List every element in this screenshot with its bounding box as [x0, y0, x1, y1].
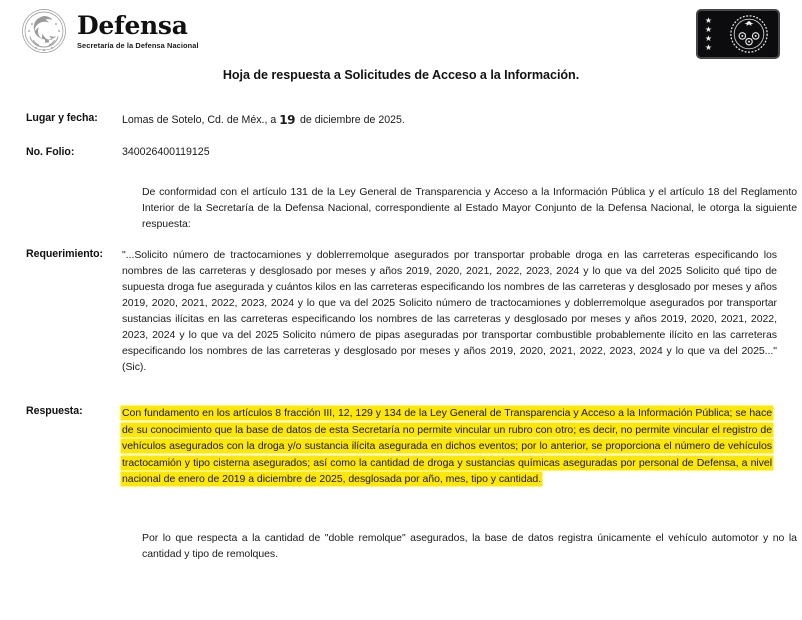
closing-paragraph: Por lo que respecta a la cantidad de "doble remolque" asegurados, la base de datos registra únicamente el vehículo automotor y no la cantidad y tipo de remolques.	[142, 532, 797, 560]
label-lugar-y-fecha: Lugar y fecha:	[26, 112, 98, 124]
field-row-lugar-y-fecha	[0, 112, 780, 128]
intro-paragraph: De conformidad con el artículo 131 de la Ley General de Transparencia y Acceso a la Información Pública y el artículo 18 del Reglamento Interior de la Secretaría de la Defensa Nacional, correspondiente al Estado Mayor Conjunto de la Defensa Nacional, le otorga la siguiente respuesta:	[142, 186, 797, 230]
lugar-text-before: Lomas de Sotelo, Cd. de Méx., a	[122, 114, 277, 126]
badge-star-column	[697, 10, 718, 58]
requerimiento-text: "...Solicito número de tractocamiones y doblerremolque asegurados por transportar probable droga en las carreteras especificando los nombres de las carreteras y desglosado por meses y años 2019, 2020, 2021, 2022, 2023, 2024 y lo que va del 2025 Solicito qué tipo de supuesta droga fue asegurada y cuántos kilos en las carreteras especificando los nombres de las carreteras y desglosado por meses y años 2019, 2020, 2021, 2022, 2023, 2024 y lo que va del 2025 Solicito número de tractocamiones y doblerremolque asegurados por transportar sustancias ilícitas en las carreteras especificando los nombres de las carreteras y desglosado por meses y años 2019, 2020, 2021, 2022, 2023, 2024 y lo que va del 2025 Solicito número de pipas aseguradas por transportar combustible probablemente ilícito en las carreteras especificando los nombres de las carreteras y desglosado por meses y años 2019, 2020, 2021, 2022, 2023, 2024 y lo que va del 2025..." (Sic).	[122, 249, 777, 373]
badge-star-4: ★	[704, 42, 713, 52]
respuesta-text-block	[122, 405, 772, 488]
label-requerimiento: Requerimiento:	[26, 248, 103, 260]
field-row-requerimiento	[0, 248, 790, 376]
badge-star-2: ★	[704, 24, 713, 34]
page-title: Hoja de respuesta a Solicitudes de Acceso a la Información.	[222, 68, 580, 82]
brand-text-block	[77, 12, 199, 50]
field-row-respuesta	[0, 405, 790, 488]
respuesta-highlighted-text: Con fundamento en los artículos 8 fracción III, 12, 129 y 134 de la Ley General de Transparencia y Acceso a la Información Pública; se hace de su conocimiento que la base de datos de esta Secretaría no permite vincular un rubro con otro; es decir, no permite vincular el registro de vehículos asegurados con la droga y/o sustancia ilícita asegurada en dichos eventos; por lo anterior, se proporciona el número de vehículos tractocamión y tipo cisterna asegurados; así como la cantidad de droga y sustancias químicas aseguradas por personal de Defensa, a nivel nacional de enero de 2019 a diciembre de 2025, desglosada por año, mes, tipo y cantidad.	[122, 407, 772, 486]
value-lugar-y-fecha	[122, 112, 405, 128]
badge-wreath-emblem-icon	[718, 10, 779, 58]
label-respuesta: Respuesta:	[26, 405, 83, 417]
field-row-folio	[0, 146, 780, 160]
brand-title: Defensa	[77, 11, 188, 41]
brand-lockup	[20, 7, 199, 55]
mexican-eagle-seal-icon	[20, 7, 68, 55]
label-no-folio: No. Folio:	[26, 146, 75, 158]
badge-star-1: ★	[704, 15, 713, 25]
document-header	[0, 0, 802, 66]
badge-star-3: ★	[704, 33, 713, 43]
lugar-text-after: de diciembre de 2025.	[300, 114, 405, 126]
handwritten-day-value: 19	[279, 112, 295, 127]
military-insignia-badge-icon	[696, 9, 780, 59]
value-no-folio: 340026400119125	[122, 146, 210, 158]
brand-subtitle: Secretaría de la Defensa Nacional	[77, 40, 199, 50]
